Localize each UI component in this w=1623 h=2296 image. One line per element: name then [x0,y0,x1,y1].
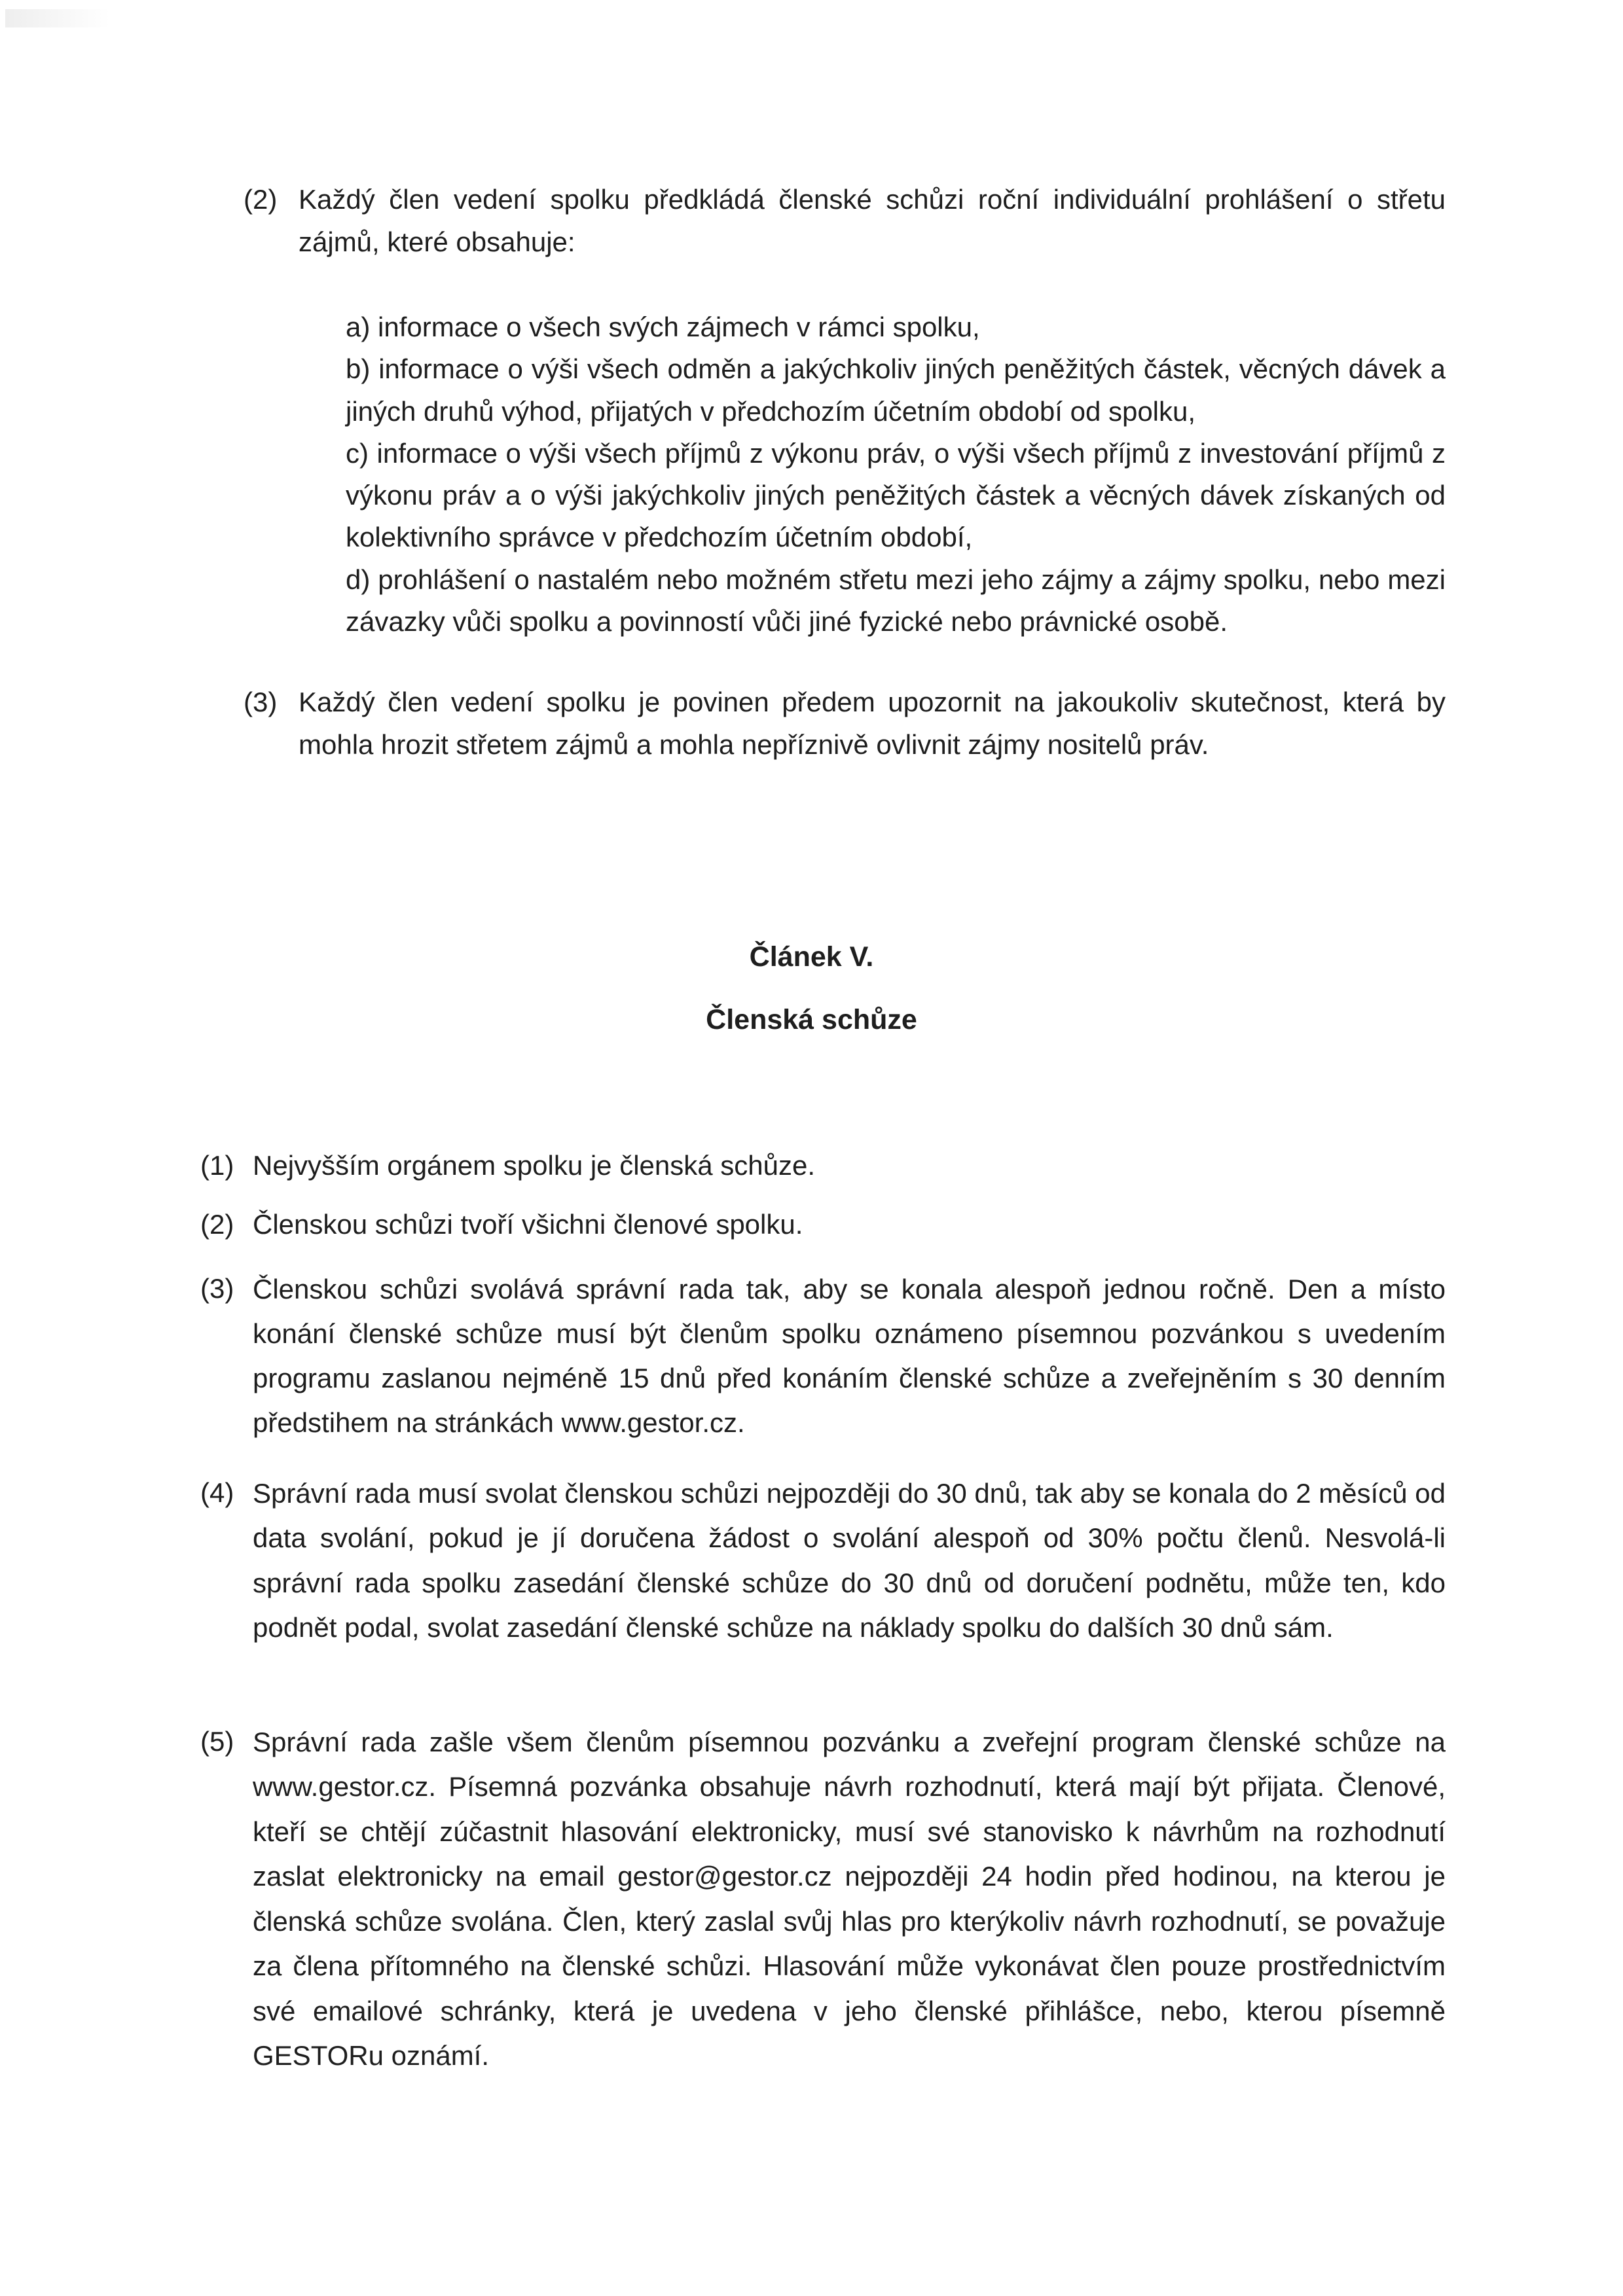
item-list [346,306,1446,643]
list-item: c) informace o výši všech příjmů z výkonu práv, o výši všech příjmů z investování příjmů z výkonu práv a o výši jakýchkoliv jiných peněžitých částek a věcných dávek získaných od kolektivního správce v předchozím účetním období, [346,437,1446,553]
paragraph-number: (2) [244,184,278,215]
paragraph-number: (2) [200,1209,234,1240]
article-heading: Článek V. [749,941,874,973]
article-subheading: Členská schůze [706,1004,917,1035]
list-item: d) prohlášení o nastalém nebo možném střetu mezi jeho zájmy a zájmy spolku, nebo mezi závazky vůči spolku a povinností vůči jiné fyzické nebo právnické osobě. [346,564,1446,637]
paragraph-number: (4) [200,1477,234,1508]
paragraph-text: Každý člen vedení spolku předkládá členské schůzi roční individuální prohlášení o střetu zájmů, které obsahuje: [299,184,1446,258]
paragraph-number: (1) [200,1150,234,1181]
paragraph-text: Nejvyšším orgánem spolku je členská schůze. [253,1150,816,1181]
list-item: a) informace o všech svých zájmech v rámci spolku, [346,312,980,342]
list-item: b) informace o výši všech odměn a jakýchkoliv jiných peněžitých částek, věcných dávek a jiných druhů výhod, přijatých v předchozím účetním období od spolku, [346,353,1446,427]
paragraph-text: Každý člen vedení spolku je povinen předem upozornit na jakoukoliv skutečnost, která by mohla hrozit střetem zájmů a mohla nepříznivě ovlivnit zájmy nositelů práv. [299,687,1446,761]
paragraph-text: Členskou schůzi tvoří všichni členové spolku. [253,1209,803,1240]
paragraph-number: (3) [200,1273,234,1304]
paragraph-number: (3) [244,687,278,717]
paragraph-text: Správní rada musí svolat členskou schůzi nejpozději do 30 dnů, tak aby se konala do 2 měsíců od data svolání, pokud je jí doručena žádost o svolání alespoň od 30% počtu členů. Nesvolá-li správní rada spolku zasedání členské schůze do 30 dnů od doručení podnětu, může ten, kdo podnět podal, svolat zasedání členské schůze na náklady spolku do dalších 30 dnů sám. [253,1478,1446,1643]
paragraph-text: Správní rada zašle všem členům písemnou pozvánku a zveřejní program členské schůze na www.gestor.cz. Písemná pozvánka obsahuje návrh rozhodnutí, která mají být přijata. Členové, kteří se chtějí zúčastnit hlasování elektronicky, musí své stanovisko k návrhům na rozhodnutí zaslat elektronicky na email gestor@gestor.cz nejpozději 24 hodin před hodinou, na kterou je členská schůze svolána. Člen, který zaslal svůj hlas pro kterýkoliv návrh rozhodnutí, se považuje za člena přítomného na členské schůzi. Hlasování může vykonávat člen pouze prostřednictvím své emailové schránky, která je uvedena v jeho členské přihlášce, nebo, kterou písemně GESTORu oznámí. [253,1727,1446,2072]
scan-artifact [5,9,110,27]
paragraph-text: Členskou schůzi svolává správní rada tak, aby se konala alespoň jednou ročně. Den a místo konání členské schůze musí být členům spolku oznámeno písemnou pozvánkou s uvedením programu zaslanou nejméně 15 dnů před konáním členské schůze a zveřejněním s 30 denním předstihem na stránkách www.gestor.cz. [253,1274,1446,1439]
paragraph-number: (5) [200,1726,234,1757]
